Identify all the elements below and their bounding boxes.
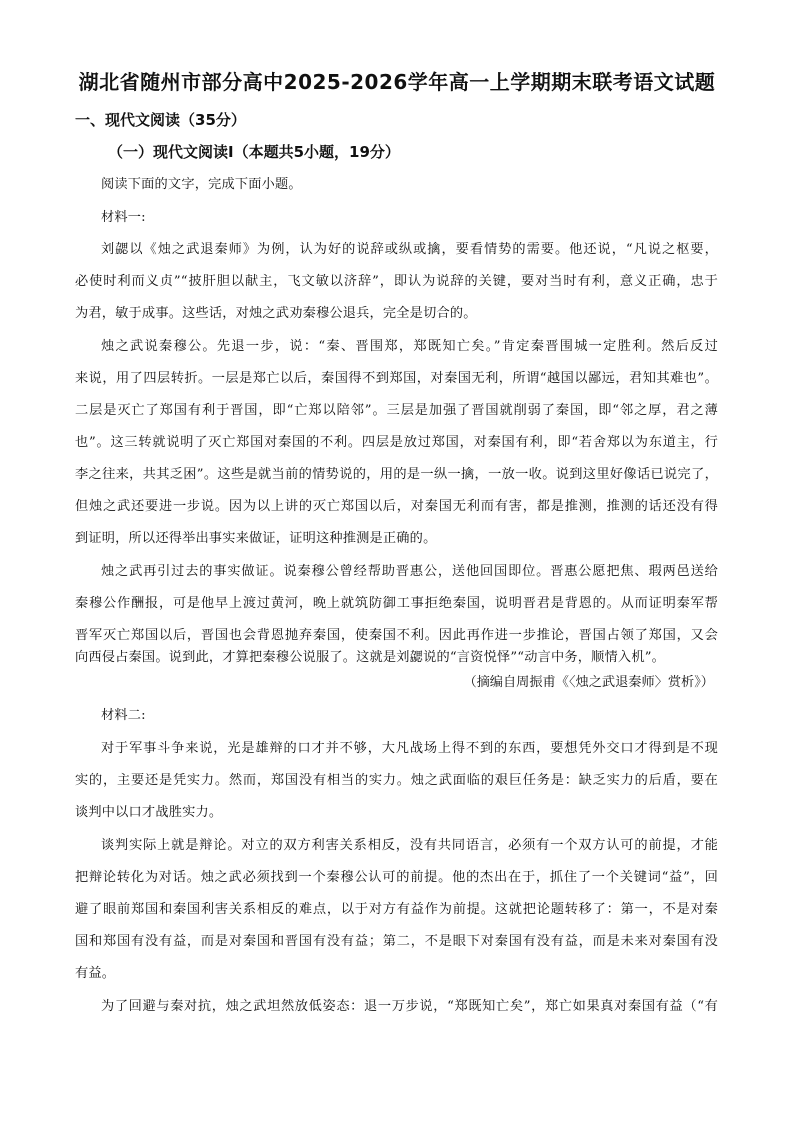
paragraph-line: 烛之武说秦穆公。先退一步，说：“秦、晋围郑，郑既知亡矣。”肯定秦晋围城一定胜利。然后反过 — [101, 339, 718, 354]
instruction-text: 阅读下面的文字，完成下面小题。 — [101, 177, 302, 192]
paragraph-line: 但烛之武还要进一步说。因为以上讲的灭亡郑国以后，对秦国无利而有害，都是推测，推测的话还没有得 — [75, 499, 718, 514]
paragraph-line: 二层是灭亡了郑国有利于晋国，即“亡郑以陪邻”。三层是加强了晋国就削弱了秦国，即“邻之厚，君之薄 — [75, 403, 718, 418]
page-title: 湖北省随州市部分高中2025-2026学年高一上学期期末联考语文试题 — [78, 70, 716, 94]
material-one-source: （摘编自周振甫《〈烛之武退秦师〉赏析》） — [463, 675, 714, 690]
paragraph-line: 秦穆公作酬报，可是他早上渡过黄河，晚上就筑防御工事拒绝秦国，说明晋君是背恩的。从而证明秦军帮 — [75, 596, 718, 611]
paragraph-line: 向西侵占秦国。说到此，才算把秦穆公说服了。这就是刘勰说的“言资悦怿”“动言中务，顺情入机”。 — [75, 650, 666, 665]
material-one-label: 材料一: — [101, 210, 146, 225]
material-two-label: 材料二: — [101, 708, 146, 723]
subsection-heading: （一）现代文阅读Ⅰ（本题共5小题，19分） — [108, 143, 400, 161]
paragraph-line: 国和郑国有没有益，而是对秦国和晋国有没有益；第二，不是眼下对秦国有没有益，而是未来对秦国有没 — [75, 934, 718, 949]
paragraph-line: 到证明，所以还得举出事实来做证，证明这种推测是正确的。 — [75, 531, 437, 546]
paragraph-line: 晋军灭亡郑国以后，晋国也会背恩抛弃秦国，使秦国不利。因此再作进一步推论，晋国占领了郑国，又会 — [75, 628, 718, 643]
paragraph-line: 谈判实际上就是辩论。对立的双方利害关系相反，没有共同语言，必须有一个双方认可的前提，才能 — [101, 838, 718, 853]
paragraph-line: 为君，敏于成事。这些话，对烛之武劝秦穆公退兵，完全是切合的。 — [75, 306, 477, 321]
paragraph-line: 把辩论转化为对话。烛之武必须找到一个秦穆公认可的前提。他的杰出在于，抓住了一个关键词“益”，回 — [75, 870, 718, 885]
paragraph-line: 必使时利而义贞”“披肝胆以献主，飞文敏以济辞”，即认为说辞的关键，要对当时有利，意义正确，忠于 — [75, 274, 718, 289]
paragraph-line: 李之往来，共其乏困”。这些是就当前的情势说的，用的是一纵一擒，一放一收。说到这里好像话已说完了， — [75, 467, 718, 482]
section-heading: 一、现代文阅读（35分） — [75, 111, 246, 129]
paragraph-line: 有益。 — [75, 966, 116, 981]
paragraph-line: 对于军事斗争来说，光是雄辩的口才并不够，大凡战场上得不到的东西，要想凭外交口才得到是不现 — [101, 741, 718, 756]
paragraph-line: 来说，用了四层转折。一层是郑亡以后，秦国得不到郑国，对秦国无利，所谓“越国以鄙远，君知其难也”。 — [75, 371, 718, 386]
paragraph-line: 也”。这三转就说明了灭亡郑国对秦国的不利。四层是放过郑国，对秦国有利，即“若舍郑以为东道主，行 — [75, 435, 718, 450]
paragraph-line: 实的，主要还是凭实力。然而，郑国没有相当的实力。烛之武面临的艰巨任务是：缺乏实力的后盾，要在 — [75, 773, 718, 788]
paragraph-line: 谈判中以口才战胜实力。 — [75, 805, 223, 820]
paragraph-line: 避了眼前郑国和秦国利害关系相反的难点，以于对方有益作为前提。这就把论题转移了：第一，不是对秦 — [75, 902, 718, 917]
paragraph-line: 刘勰以《烛之武退秦师》为例，认为好的说辞或纵或擒，要看情势的需要。他还说，“凡说之枢要， — [101, 242, 718, 257]
paragraph-line: 为了回避与秦对抗，烛之武坦然放低姿态：退一万步说，“郑既知亡矣”，郑亡如果真对秦国有益（“有 — [101, 999, 718, 1014]
paragraph-line: 烛之武再引过去的事实做证。说秦穆公曾经帮助晋惠公，送他回国即位。晋惠公愿把焦、瑕两邑送给 — [101, 564, 718, 579]
